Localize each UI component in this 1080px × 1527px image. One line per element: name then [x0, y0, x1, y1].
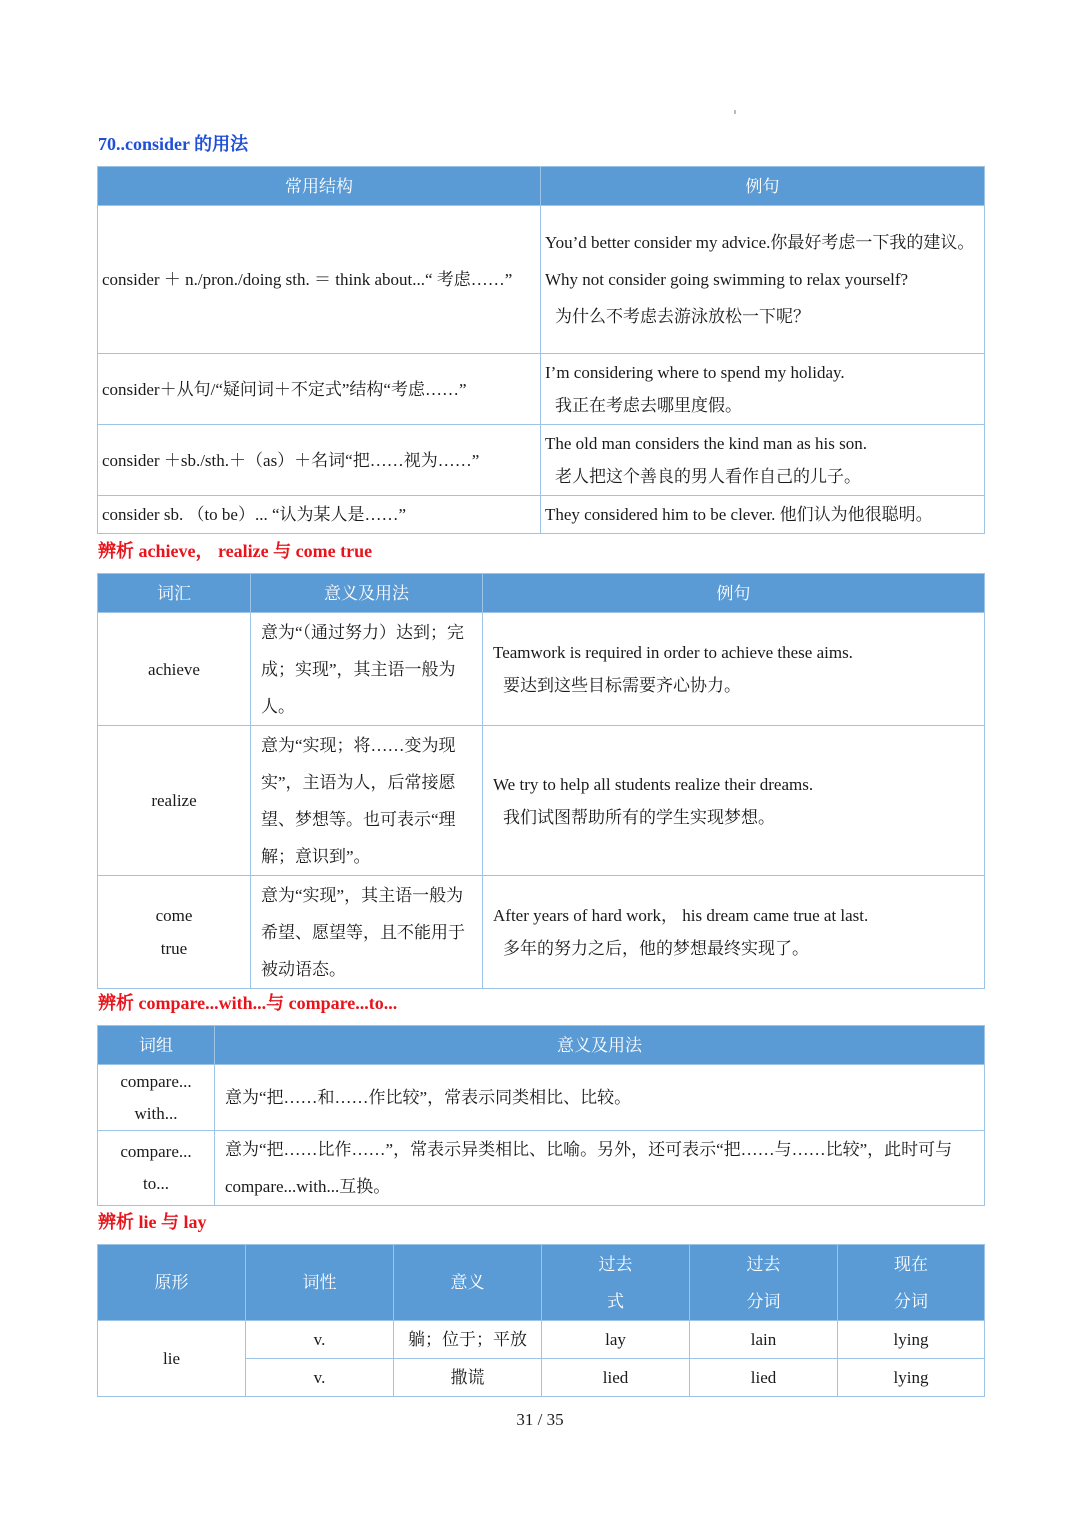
- section3-title: 辨析 compare...with...与 compare...to...: [98, 993, 398, 1013]
- base-word-cell: lie: [98, 1321, 246, 1397]
- header-pp-line-2: 分词: [746, 1291, 781, 1311]
- ing-cell: lying: [838, 1321, 985, 1359]
- header-ing-line-1: 现在: [894, 1254, 928, 1274]
- section2-title: 辨析 achieve， realize 与 come true: [98, 541, 373, 561]
- example-en: The old man considers the kind man as his son.: [545, 434, 868, 453]
- table-row: [98, 206, 985, 354]
- header-present-participle: [838, 1245, 985, 1321]
- consider-structure-cell: consider ＋ n./pron./doing sth. ＝ think about...“ 考虑……”: [98, 206, 541, 354]
- header-word: 词汇: [98, 574, 251, 613]
- phrase-line-2: with...: [134, 1103, 178, 1123]
- example-cell: [483, 876, 985, 989]
- example-en: You’d better consider my advice.你最好考虑一下我的建议。: [545, 233, 975, 252]
- table-row: [98, 1065, 985, 1131]
- phrase-cell: [98, 1131, 215, 1206]
- section1-title: 70..consider 的用法: [98, 134, 249, 154]
- example-cell: [483, 613, 985, 726]
- usage-cell: 意为“把……和……作比较”，常表示同类相比、比较。: [215, 1065, 985, 1131]
- table-row: [98, 1131, 985, 1206]
- meaning-cell: 躺；位于；平放: [394, 1321, 542, 1359]
- phrase-cell: [98, 1065, 215, 1131]
- word-cell: realize: [98, 726, 251, 876]
- header-example: 例句: [483, 574, 985, 613]
- phrase-line-2: to...: [143, 1174, 169, 1193]
- word-cell: achieve: [98, 613, 251, 726]
- example-en: After years of hard work， his dream came true at last.: [493, 906, 869, 925]
- phrase-line-1: compare...: [120, 1142, 192, 1161]
- word-cell: [98, 876, 251, 989]
- scan-mark: [734, 110, 736, 114]
- consider-example-cell: [541, 206, 985, 354]
- compare-table: [97, 1025, 985, 1206]
- consider-header-structure: 常用结构: [98, 167, 541, 206]
- example-cn: 为什么不考虑去游泳放松一下呢？: [555, 307, 810, 326]
- table-row: [98, 613, 985, 726]
- consider-structure-cell: consider＋从句/“疑问词＋不定式”结构“考虑……”: [98, 354, 541, 425]
- header-pp-line-1: 过去: [746, 1254, 781, 1274]
- header-usage: 意义及用法: [215, 1026, 985, 1065]
- pp-cell: lain: [690, 1321, 838, 1359]
- example-en: We try to help all students realize their dreams.: [493, 774, 814, 794]
- header-past-line-2: 式: [607, 1291, 624, 1311]
- consider-example-cell: [541, 354, 985, 425]
- example-cn: 我正在考虑去哪里度假。: [555, 396, 742, 415]
- table-row: [98, 726, 985, 876]
- header-past-line-1: 过去: [598, 1254, 633, 1274]
- usage-cell: 意为“（通过努力）达到；完成；实现”，其主语一般为人。: [251, 613, 483, 726]
- table-row: [98, 496, 985, 534]
- page-number: 31 / 35: [516, 1410, 564, 1429]
- consider-example-cell: [541, 425, 985, 496]
- example-cn: 要达到这些目标需要齐心协力。: [503, 676, 741, 695]
- consider-structure-cell: consider ＋sb./sth.＋（as）＋名词“把……视为……”: [98, 425, 541, 496]
- table-row: [98, 1321, 985, 1359]
- achieve-realize-table: [97, 573, 985, 989]
- table-row: [98, 354, 985, 425]
- example-cn: 我们试图帮助所有的学生实现梦想。: [503, 807, 775, 827]
- table-row: [98, 876, 985, 989]
- ing-cell: lying: [838, 1359, 985, 1397]
- header-base: 原形: [98, 1245, 246, 1321]
- consider-header-example: 例句: [541, 167, 985, 206]
- consider-structure-cell: consider sb. （to be）... “认为某人是……”: [98, 496, 541, 534]
- phrase-line-1: compare...: [120, 1071, 192, 1091]
- usage-cell: 意为“实现”，其主语一般为希望、愿望等，且不能用于被动语态。: [251, 876, 483, 989]
- word-line-1: come: [155, 906, 193, 925]
- example-en: I’m considering where to spend my holiday.: [545, 363, 845, 382]
- pos-cell: v.: [246, 1321, 394, 1359]
- header-pos: 词性: [246, 1245, 394, 1321]
- past-cell: lied: [542, 1359, 690, 1397]
- pp-cell: lied: [690, 1359, 838, 1397]
- example-cn: 老人把这个善良的男人看作自己的儿子。: [555, 467, 861, 486]
- header-past: [542, 1245, 690, 1321]
- table-row: [98, 425, 985, 496]
- example-en: Teamwork is required in order to achieve these aims.: [493, 643, 853, 662]
- header-usage: 意义及用法: [251, 574, 483, 613]
- past-cell: lay: [542, 1321, 690, 1359]
- header-phrase: 词组: [98, 1026, 215, 1065]
- meaning-cell: 撒谎: [394, 1359, 542, 1397]
- header-past-participle: [690, 1245, 838, 1321]
- lie-lay-table: [97, 1244, 985, 1397]
- usage-cell: 意为“实现；将……变为现实”，主语为人，后常接愿望、梦想等。也可表示“理解；意识到”。: [251, 726, 483, 876]
- consider-table: [97, 166, 985, 534]
- word-line-2: true: [160, 939, 188, 958]
- header-meaning: 意义: [394, 1245, 542, 1321]
- example-cn: 多年的努力之后，他的梦想最终实现了。: [503, 939, 809, 958]
- example-en-2: Why not consider going swimming to relax yourself?: [545, 270, 909, 289]
- header-ing-line-2: 分词: [894, 1291, 928, 1311]
- consider-example-cell: They considered him to be clever. 他们认为他很聪明。: [541, 496, 985, 534]
- usage-cell: 意为“把……比作……”，常表示异类相比、比喻。另外，还可表示“把……与……比较”，此时可与 compare...with...互换。: [215, 1131, 985, 1206]
- pos-cell: v.: [246, 1359, 394, 1397]
- example-cell: [483, 726, 985, 876]
- section4-title: 辨析 lie 与 lay: [98, 1212, 207, 1232]
